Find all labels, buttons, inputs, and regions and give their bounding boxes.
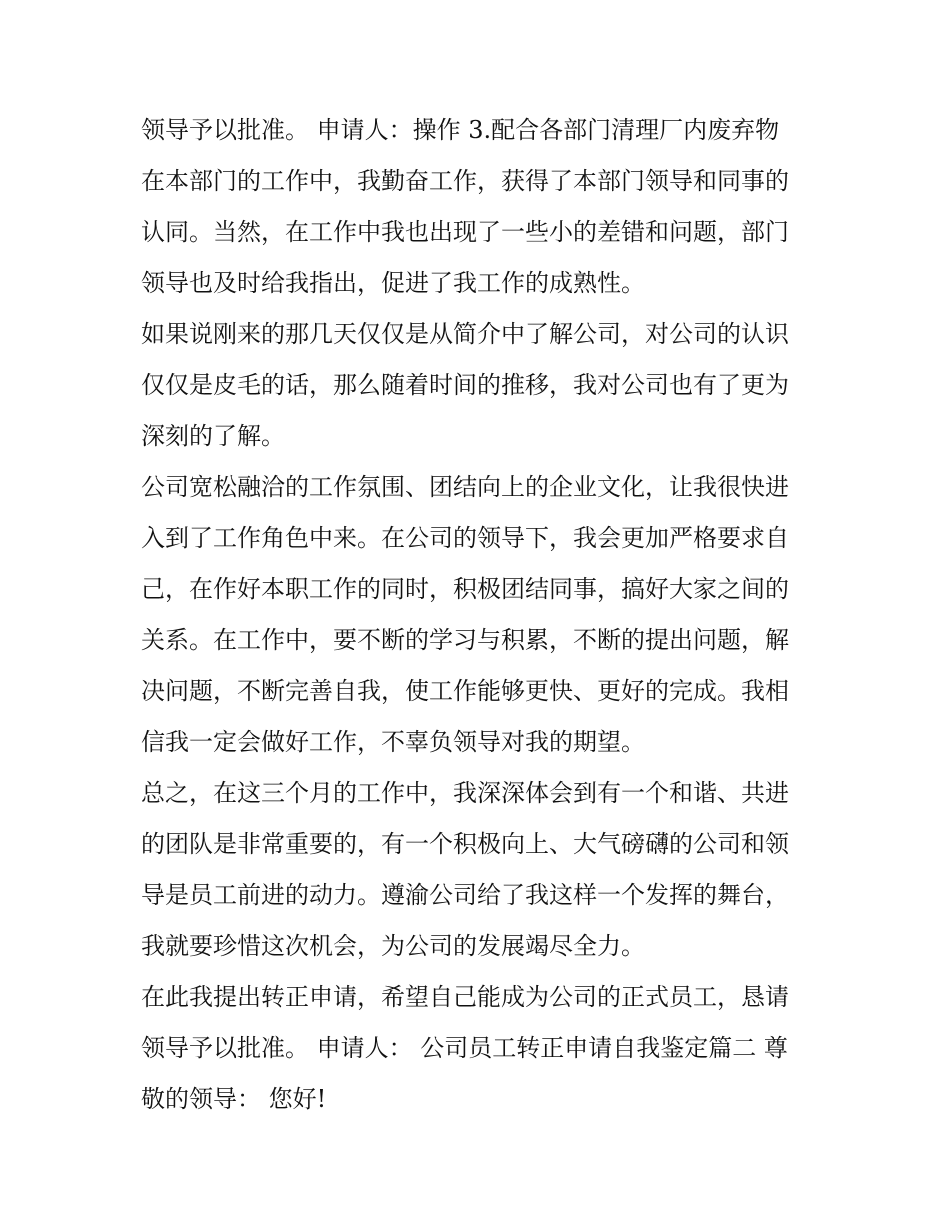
text-line: 领导予以批准。 申请人：操作 3.配合各部门清理厂内废弃物 (141, 116, 780, 144)
text-line: 我就要珍惜这次机会，为公司的发展竭尽全力。 (141, 932, 645, 960)
text-line: 关系。在工作中，要不断的学习与积累，不断的提出问题，解 (141, 626, 789, 654)
text-line: 仅仅是皮毛的话，那么随着时间的推移，我对公司也有了更为 (141, 371, 789, 399)
text-line: 总之，在这三个月的工作中，我深深体会到有一个和谐、共进 (141, 779, 789, 807)
text-line: 认同。当然，在工作中我也出现了一些小的差错和问题，部门 (141, 218, 789, 246)
text-line: 如果说刚来的那几天仅仅是从简介中了解公司，对公司的认识 (141, 320, 789, 348)
text-line: 领导予以批准。 申请人： 公司员工转正申请自我鉴定篇二 尊 (141, 1034, 788, 1062)
document-body (141, 105, 821, 1125)
text-line: 在本部门的工作中，我勤奋工作，获得了本部门领导和同事的 (141, 167, 789, 195)
text-line: 决问题，不断完善自我，使工作能够更快、更好的完成。我相 (141, 677, 789, 705)
text-line: 的团队是非常重要的，有一个积极向上、大气磅礴的公司和领 (141, 830, 789, 858)
text-line: 导是员工前进的动力。遵渝公司给了我这样一个发挥的舞台， (141, 881, 789, 909)
text-line: 信我一定会做好工作，不辜负领导对我的期望。 (141, 728, 645, 756)
text-line: 敬的领导： 您好! (141, 1085, 327, 1113)
text-line: 深刻的了解。 (141, 422, 285, 450)
text-line: 在此我提出转正申请，希望自己能成为公司的正式员工，恳请 (141, 983, 789, 1011)
text-line: 公司宽松融洽的工作氛围、团结向上的企业文化，让我很快进 (141, 473, 789, 501)
text-line: 领导也及时给我指出，促进了我工作的成熟性。 (141, 269, 645, 297)
text-line: 入到了工作角色中来。在公司的领导下，我会更加严格要求自 (141, 524, 789, 552)
text-line: 己，在作好本职工作的同时，积极团结同事，搞好大家之间的 (141, 575, 789, 603)
